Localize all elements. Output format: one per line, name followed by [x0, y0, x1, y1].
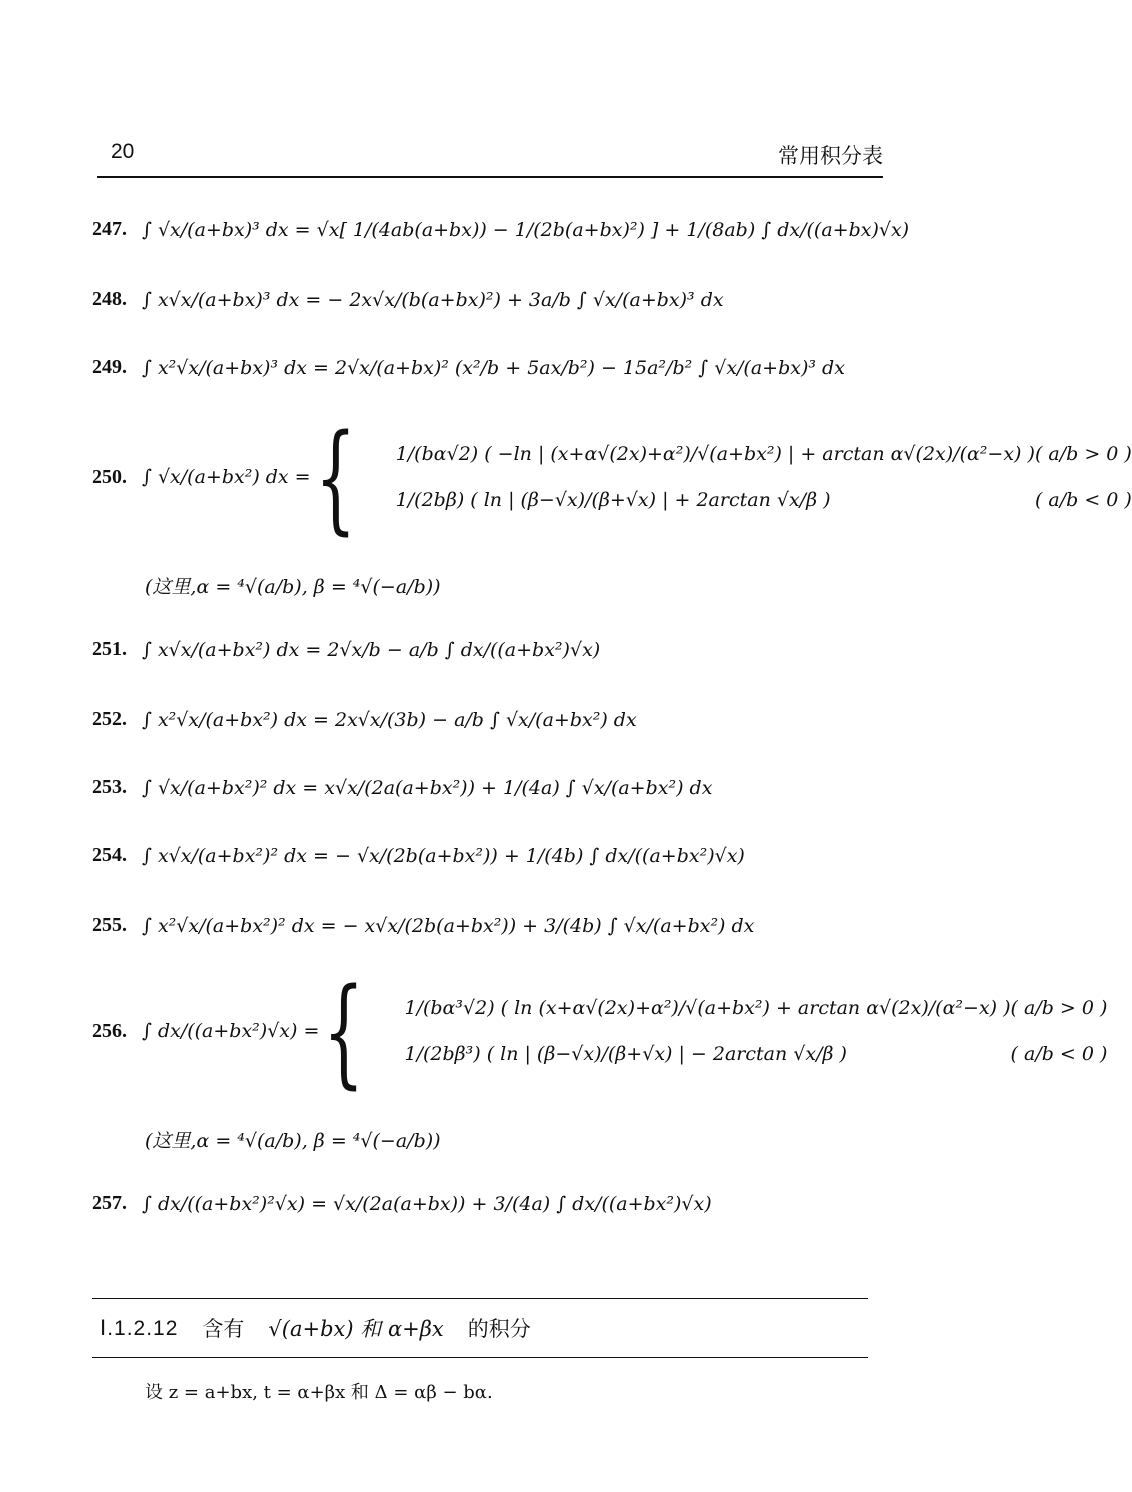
- formula-254: [92, 844, 890, 867]
- section-title-prefix: 含有: [202, 1317, 245, 1341]
- page-header: [97, 138, 883, 178]
- formula-number: 247.: [92, 218, 127, 240]
- case-expression: 1/(2bβ) ( ln | (β−√x)/(β+√x) | + 2arctan √x/β ): [395, 489, 831, 511]
- formula-number: 252.: [92, 708, 127, 730]
- formula-257: [92, 1192, 890, 1215]
- formula-253: [92, 776, 890, 799]
- case-row: [396, 489, 1132, 511]
- page-number: 20: [111, 140, 135, 163]
- formula-249: [92, 356, 890, 379]
- formula-lhs: ∫ dx/((a+bx²)√x) =: [142, 1020, 320, 1042]
- formula-247: [92, 218, 910, 241]
- case-condition: ( a/b < 0 ): [1010, 1043, 1108, 1065]
- formula-number: 251.: [92, 638, 127, 660]
- formula-number: 257.: [92, 1192, 127, 1214]
- formula-note: (这里,α = ⁴√(a/b), β = ⁴√(−a/b)): [145, 1130, 441, 1152]
- case-condition: ( a/b > 0 ): [1034, 443, 1132, 465]
- formula-expression: ∫ x²√x/(a+bx)³ dx = 2√x/(a+bx)² (x²/b + 5ax/b²) − 15a²/b² ∫ √x/(a+bx)³ dx: [142, 356, 845, 379]
- case-row: [404, 997, 1107, 1019]
- case-condition: ( a/b < 0 ): [1034, 489, 1132, 511]
- case-row: [396, 443, 1132, 465]
- section-intro: 设 z = a+bx, t = α+βx 和 Δ = αβ − bα.: [145, 1382, 493, 1403]
- section-title-math: √(a+bx) 和 α+βx: [268, 1317, 444, 1341]
- section-number: Ⅰ.1.2.12: [100, 1316, 179, 1340]
- formula-number: 255.: [92, 914, 127, 936]
- formula-number: 248.: [92, 288, 127, 310]
- left-brace: {: [314, 408, 356, 546]
- formula-expression: ∫ √x/(a+bx)³ dx = √x[ 1/(4ab(a+bx)) − 1/(2b(a+bx)²) ] + 1/(8ab) ∫ dx/((a+bx)√x): [142, 218, 910, 241]
- formula-expression: ∫ x√x/(a+bx)³ dx = − 2x√x/(b(a+bx)²) + 3a/b ∫ √x/(a+bx)³ dx: [142, 288, 724, 311]
- formula-250: [92, 408, 1132, 546]
- section-heading: [92, 1298, 868, 1358]
- formula-note: (这里,α = ⁴√(a/b), β = ⁴√(−a/b)): [145, 576, 441, 598]
- formula-expression: ∫ x²√x/(a+bx²)² dx = − x√x/(2b(a+bx²)) + 3/(4b) ∫ √x/(a+bx²) dx: [142, 914, 755, 937]
- formula-number: 253.: [92, 776, 127, 798]
- formula-expression: ∫ dx/((a+bx²)²√x) = √x/(2a(a+bx)) + 3/(4a) ∫ dx/((a+bx²)√x): [142, 1192, 712, 1215]
- formula-255: [92, 914, 890, 937]
- formula-expression: ∫ x²√x/(a+bx²) dx = 2x√x/(3b) − a/b ∫ √x/(a+bx²) dx: [142, 708, 637, 731]
- case-expression: 1/(bα√2) ( −ln | (x+α√(2x)+α²)/√(a+bx²) | + arctan α√(2x)/(α²−x) ): [395, 443, 1035, 465]
- section-title-suffix: 的积分: [467, 1317, 531, 1341]
- left-brace: {: [323, 962, 365, 1100]
- formula-number: 249.: [92, 356, 127, 378]
- formula-expression: ∫ x√x/(a+bx²) dx = 2√x/b − a/b ∫ dx/((a+bx²)√x): [142, 638, 601, 661]
- formula-256: [92, 962, 1108, 1100]
- formula-252: [92, 708, 890, 731]
- formula-number: 256.: [92, 1019, 127, 1042]
- case-row: [404, 1043, 1107, 1065]
- case-condition: ( a/b > 0 ): [1010, 997, 1108, 1019]
- case-list: [404, 997, 1107, 1065]
- formula-number: 254.: [92, 844, 127, 866]
- formula-number: 250.: [92, 465, 127, 488]
- formula-lhs: ∫ √x/(a+bx²) dx =: [142, 466, 311, 488]
- formula-expression: ∫ x√x/(a+bx²)² dx = − √x/(2b(a+bx²)) + 1/(4b) ∫ dx/((a+bx²)√x): [142, 844, 745, 867]
- case-expression: 1/(bα³√2) ( ln (x+α√(2x)+α²)/√(a+bx²) + arctan α√(2x)/(α²−x) ): [404, 997, 1011, 1019]
- case-list: [396, 443, 1132, 511]
- case-expression: 1/(2bβ³) ( ln | (β−√x)/(β+√x) | − 2arctan √x/β ): [404, 1043, 847, 1065]
- running-title: 常用积分表: [778, 144, 883, 168]
- formula-248: [92, 288, 890, 311]
- formula-251: [92, 638, 890, 661]
- formula-expression: ∫ √x/(a+bx²)² dx = x√x/(2a(a+bx²)) + 1/(4a) ∫ √x/(a+bx²) dx: [142, 776, 713, 799]
